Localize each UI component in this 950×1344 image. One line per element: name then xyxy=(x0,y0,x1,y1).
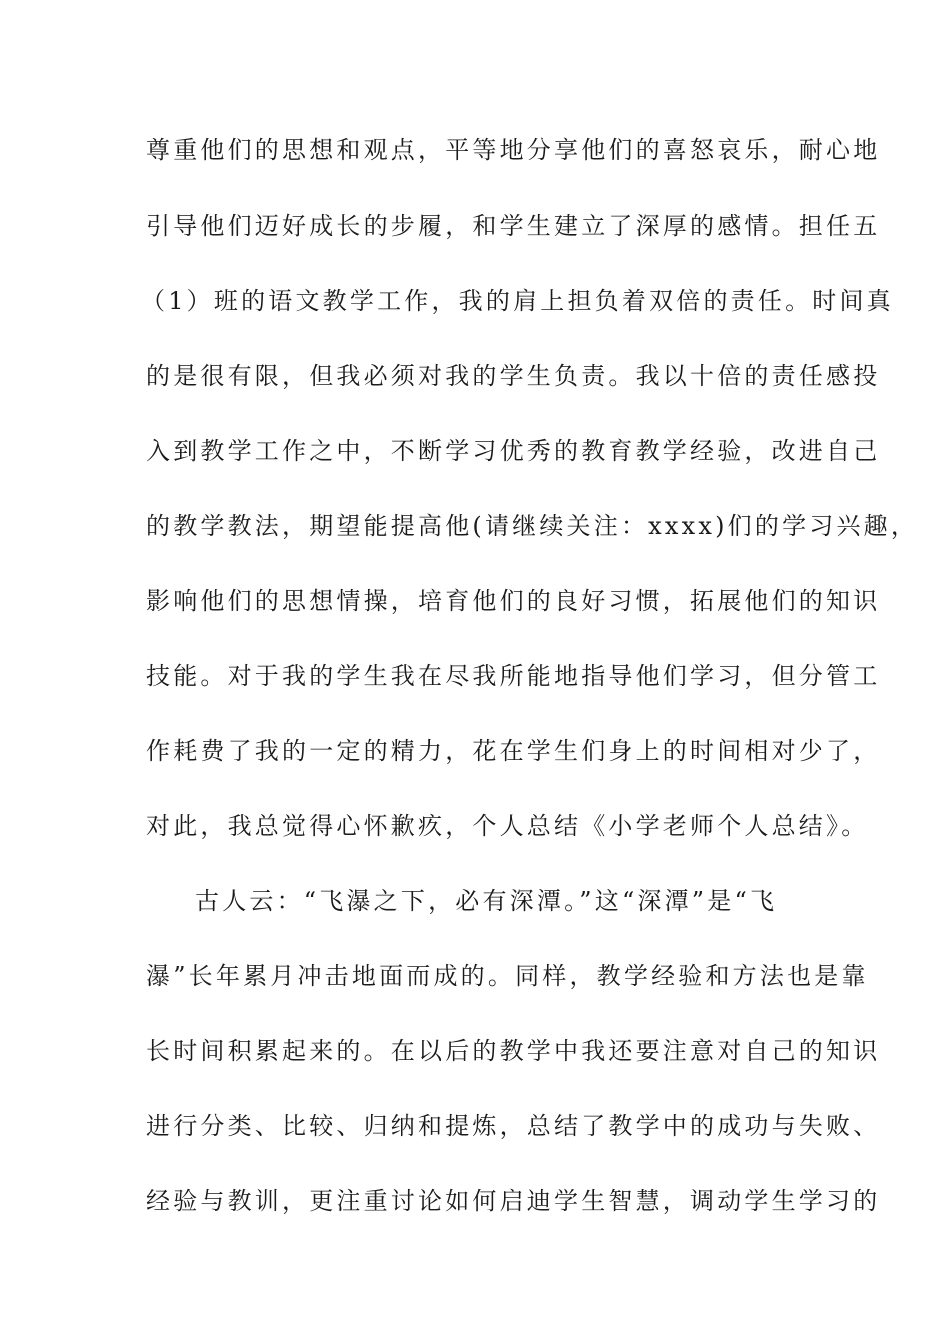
text-line: 长时间积累起来的。在以后的教学中我还要注意对自己的知识 xyxy=(146,1037,881,1065)
text-line: 对此，我总觉得心怀歉疚，个人总结《小学老师个人总结》。 xyxy=(146,812,869,840)
text-line: 的教学教法，期望能提高他(请继续关注：xxxx)们的学习兴趣， xyxy=(146,512,919,540)
text-line: 尊重他们的思想和观点，平等地分享他们的喜怒哀乐，耐心地 xyxy=(146,136,881,164)
text-line: 进行分类、比较、归纳和提炼，总结了教学中的成功与失败、 xyxy=(146,1112,881,1140)
text-line: 作耗费了我的一定的精力，花在学生们身上的时间相对少了， xyxy=(146,737,881,765)
text-line: 经验与教训，更注重讨论如何启迪学生智慧，调动学生学习的 xyxy=(146,1187,881,1215)
text-line: 影响他们的思想情操，培育他们的良好习惯，拓展他们的知识 xyxy=(146,587,881,615)
text-line: （1）班的语文教学工作，我的肩上担负着双倍的责任。时间真 xyxy=(141,287,894,315)
text-line: 入到教学工作之中，不断学习优秀的教育教学经验，改进自己 xyxy=(146,437,881,465)
paragraph-first-line: 古人云：“飞瀑之下，必有深潭。”这“深潭”是“飞 xyxy=(195,887,778,915)
text-line: 的是很有限，但我必须对我的学生负责。我以十倍的责任感投 xyxy=(146,362,881,390)
text-line: 瀑”长年累月冲击地面而成的。同样，教学经验和方法也是靠 xyxy=(146,962,869,990)
text-line: 引导他们迈好成长的步履，和学生建立了深厚的感情。担任五 xyxy=(146,212,881,240)
text-line: 技能。对于我的学生我在尽我所能地指导他们学习，但分管工 xyxy=(146,662,881,690)
